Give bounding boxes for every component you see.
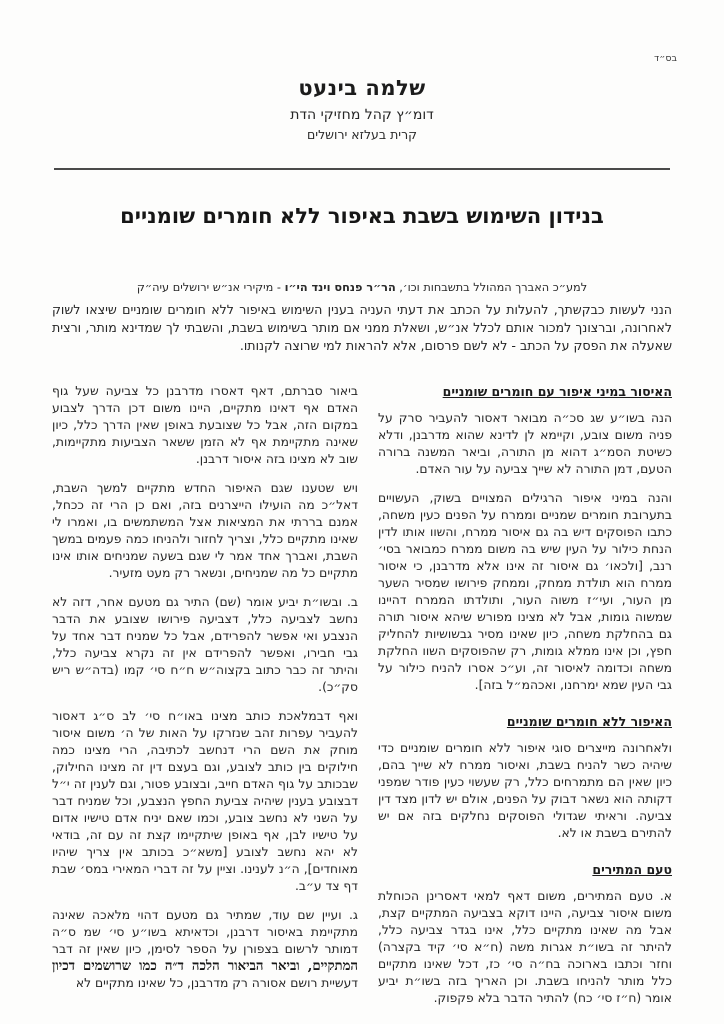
author-location: קרית בעלזא ירושלים bbox=[306, 127, 418, 142]
body-paragraph: ויש שטענו שגם האיפור החדש מתקיים למשך השבת, דאל״כ מה הועילו הייצרנים בזה, ואם כן הרי זה ככחל, אמנם בררתי את המציאות אצל המשתמשים בו, ואמרו לי שאינו מתקיים כלל, וצריך לחזור ולהניחו כמה פעמים במשך השבת, ואברך אחד אמר לי שגם בשעה שמניחים אותו אינו מתקיים כל מה שמניחים, ונשאר רק מעט מזעיר. bbox=[52, 481, 358, 580]
salutation-line bbox=[0, 281, 724, 294]
two-column-body bbox=[52, 383, 672, 1007]
body-paragraph-with-emphasis bbox=[52, 907, 358, 992]
section-heading: האיסור במיני איפור עם חומרים שומניים bbox=[442, 384, 672, 399]
bsd-notation: בס״ד bbox=[654, 53, 677, 64]
section-heading: טעם המתירים bbox=[592, 862, 672, 877]
body-paragraph: הנה בשו״ע שג סכ״ה מבואר דאסור להעביר סרק על פניה משום צובע, וקיימא לן לדינא שהוא מדרבנן, ודלא כשיטת הסמ״ג דהוא מן התורה, וביאר המשנה ברורה הטעם, דמן התורה לא שייך צביעה על עור האדם. bbox=[378, 411, 672, 476]
author-rabbinic-title: דומ״ץ קהל מחזיקי הדת bbox=[290, 107, 434, 123]
section-reason-of-permitters bbox=[378, 861, 672, 1007]
section-oily-makeup-prohibition bbox=[378, 383, 672, 694]
body-paragraph: ב. ובשו״ת יביע אומר (שם) התיר גם מטעם אחר, דזה לא נחשב לצביעה כלל, דצביעה פירושו שצובע את הדבר הנצבע ואי אפשר להפרידם, אבל כל שמניח דבר אחד על גבי חבירו, ואפשר להפרידם אין זה נקרא צביעה כלל, והיתר זה כבר כתוב בקצוה״ש ח״ח סי׳ קמו (בדה״ש ריש סק״כ). bbox=[52, 595, 358, 694]
paragraph-text: ג. ועיין שם עוד, שמתיר גם מטעם דהוי מלאכה שאינה מתקיימת באיסור דרבנן, וכדאיתא בשו״ע סי׳ שמ ס״ה דמותר לרשום בצפורן על הספר לסימן, כיון שאין זה דבר bbox=[52, 908, 358, 956]
salutation-post: - מיקירי אנ״ש ירושלים עיה״ק bbox=[136, 281, 285, 294]
document-title: בנידון השימוש בשבת באיפור ללא חומרים שומניים bbox=[120, 204, 604, 228]
body-paragraph: והנה במיני איפור הרגילים המצויים בשוק, העשויים בתערובת חומרים שמניים וממרח על הפנים כעין משחה, כתבו הפוסקים דיש בה גם איסור ממרח, והשוו אותו לדין הנחת כילור על העין שיש בה משום ממרח כמבואר בסי׳ רנב, [ולכאו׳ גם איסור זה אינו אלא מדרבנן, כי איסור ממרח הוא תולדת ממחק, וממחק פירושו שמסיר השער מן העור, ועי״ז משוה העור, ותולדתו הממרח דהיינו שמשוה גומות, אבל לא מצינו מפורש שיהא איסור תורה גם בהחלקת משחה, כיון שאינו מסיר גבשושיות להחליק חפץ, וכן אינו ממלא גומות, רק שהפוסקים השוו החלקת משחה וכדומה לאיסור זה, וע״כ אסרו להניח כילור על גבי העין שמא ימרחנו, ואכהמ״ל בזה]. bbox=[378, 491, 672, 692]
recipient-name: הר״ר פנחס וינד הי״ו bbox=[284, 281, 396, 294]
body-paragraph: ביאור סברתם, דאף דאסרו מדרבנן כל צביעה שעל גוף האדם אף דאינו מתקיים, היינו משום דכן הדרך לצבוע במקום הזה, אבל כל שצובעת באופן שאין הדרך כלל, כיון שאינה מתקיימת אף לא הזמן ששאר הצביעות מתקיימות, שוב לא מצינו בזה איסור דרבנן. bbox=[52, 384, 358, 466]
column-left bbox=[52, 383, 358, 1007]
section-non-oily-makeup bbox=[378, 713, 672, 842]
body-paragraph: א. טעם המתירים, משום דאף למאי דאסרינן הכוחלת משום איסור צביעה, היינו דוקא בצביעה המתקיים קצת, אבל מה שאינו מתקיים כלל, אינו בגדר צביעה כלל, להיתר זה בשו״ת אגרות משה (ח״א סי׳ קיד בקצרה) וחזר וכתבו בארוכה בח״ה סי׳ כז, דכל שאינו מתקיים כלל מותר להניחו בשבת. וכן האריך בזה בשו״ת יביע אומר (ח״ז סי׳ כח) להתיר הדבר בלא פקפוק. bbox=[378, 889, 672, 1005]
section-heading: האיפור ללא חומרים שומניים bbox=[506, 714, 672, 729]
intro-paragraph: הנני לעשות כבקשתך, להעלות על הכתב את דעתי העניה בענין השימוש באיפור ללא חומרים שומניים שיצאו לשוק לאחרונה, וברצונך למכור אותם לכלל אנ״ש, ושאלת ממני אם מותר בשימוש בשבת, והשבתי לך שמדינא מותר, ורצית שאעלה את הפסק על הכתב - לא לשם פרסום, אלא להראות למי שרוצה לקנותו. bbox=[52, 302, 672, 353]
paragraph-text: דעשיית רושם אסורה רק מדרבנן, כל שאינו מתקיים לא bbox=[75, 976, 358, 990]
body-paragraph: ואף דבמלאכת כותב מצינו באו״ח סי׳ לב ס״ג דאסור להעביר עפרות זהב שנזרקו על האות של ה׳ משום איסור מוחק את השם הרי דנחשב לכתיבה, הרי מצינו כמה חילוקים בין כותב לצובע, וגם בעצם דין זה מצינו החילוק, שבכותב על גוף האדם חייב, ובצובע פטור, וגם לענין זה י״ל דבצובע בענין שיהיה צביעת החפץ הנצבע, וכל שמניח דבר על השני לא נחשב צובע, וכמו שאם יניח אדם טישיו אדום על טישיו לבן, אף באופן שיתקיימו קצת זה עם זה, בודאי לא יהא נחשב לצובע [משא״כ בכותב אין צריך שיהיו מאוחדים], ה״נ לענינו. וציין על זה דברי המאירי במס׳ שבת דף צד ע״ב. bbox=[52, 709, 358, 893]
body-paragraph: ולאחרונה מייצרים סוגי איפור ללא חומרים שומניים כדי שיהיה כשר להניח בשבת, ואיסור ממרח לא שייך בהם, כיון שאין הם מתמרחים כלל, רק שעשוי כעין פודר שמפני דקותה הוא נשאר דבוק על הפנים, אולם יש לדון מצד דין צביעה. וראיתי שגדולי הפוסקים נחלקים בזה אם יש להתירם בשבת או לא. bbox=[378, 741, 672, 840]
salutation-pre: למע״כ האברך המהולל בתשבחות וכו׳, bbox=[395, 281, 588, 294]
letterhead bbox=[0, 76, 724, 142]
column-right bbox=[378, 383, 672, 1007]
author-name: שלמה בינעט bbox=[298, 76, 426, 100]
emphasized-scan-line: המתקיים, וביאר הביאור הלכה ד״ה כמו שרושמים דכיון bbox=[52, 959, 358, 974]
header-divider bbox=[54, 168, 670, 170]
